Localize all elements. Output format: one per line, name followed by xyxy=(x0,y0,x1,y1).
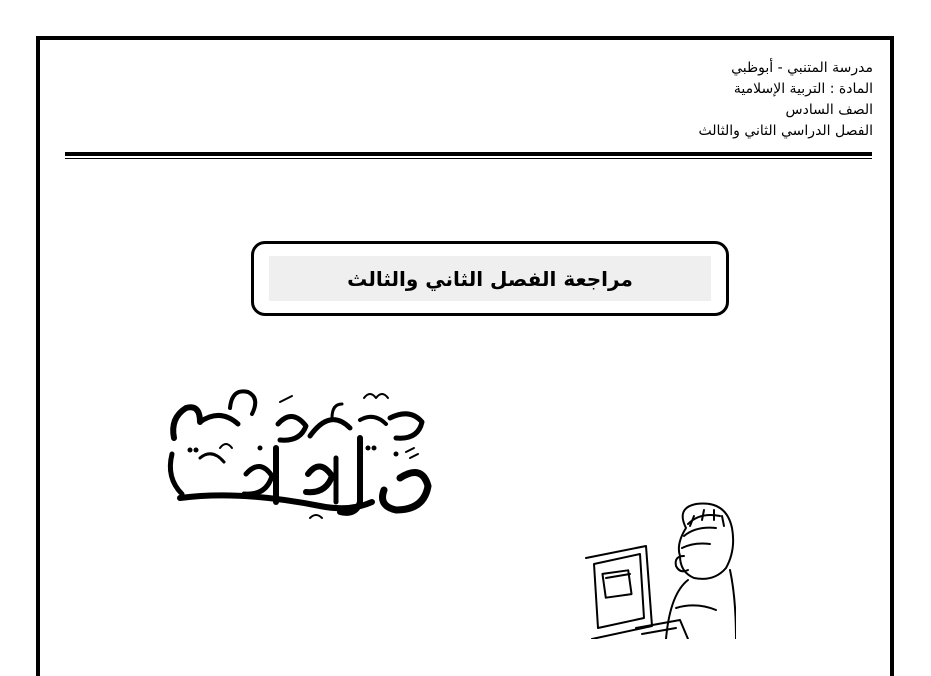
page-title: مراجعة الفصل الثاني والثالث xyxy=(269,256,711,301)
header-divider-thin xyxy=(65,158,872,159)
document-header xyxy=(453,58,873,142)
student-at-computer-illustration-icon xyxy=(576,498,736,639)
subject-line: المادة : التربية الإسلامية xyxy=(733,81,873,97)
header-divider-thick xyxy=(65,152,872,156)
grade-line: الصف السادس xyxy=(785,102,873,118)
school-name: مدرسة المتنبي - أبوظبي xyxy=(731,60,873,76)
title-box xyxy=(251,241,729,316)
quran-verse-calligraphy-icon xyxy=(160,378,440,528)
term-line: الفصل الدراسي الثاني والثالث xyxy=(698,123,873,139)
